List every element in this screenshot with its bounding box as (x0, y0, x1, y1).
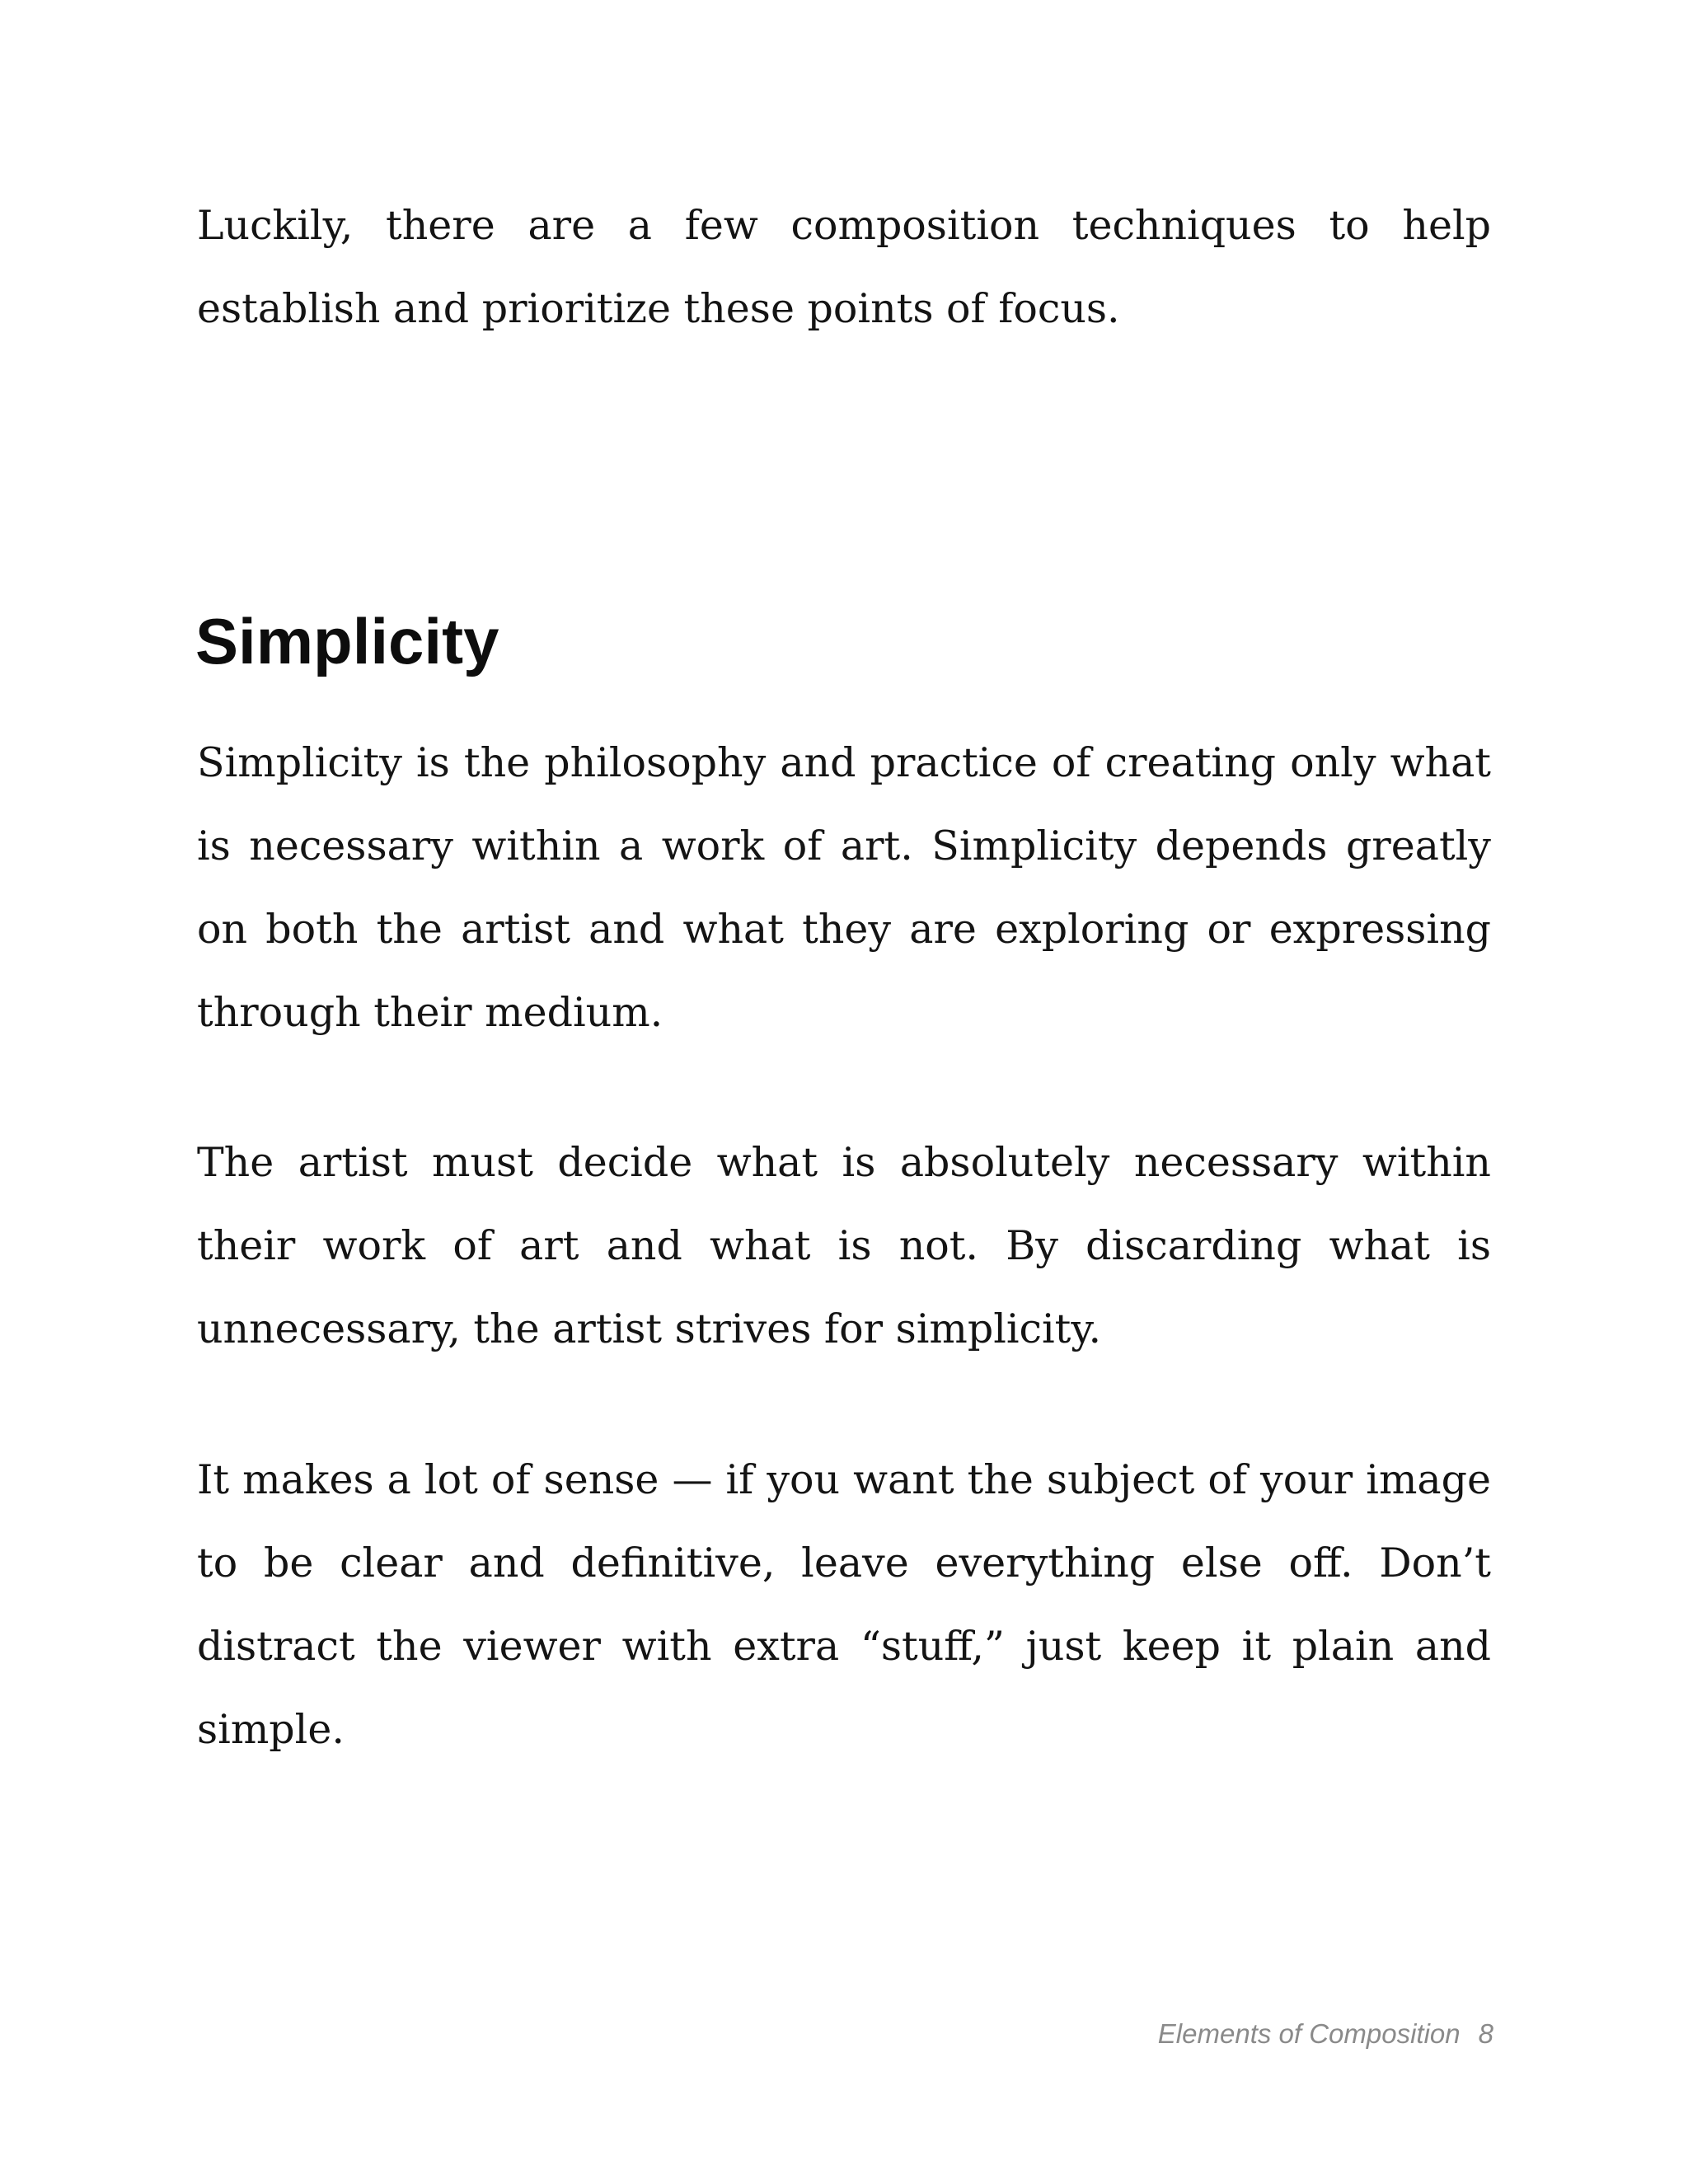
section-heading: Simplicity (195, 605, 499, 677)
body-paragraph: The artist must decide what is absolutely necessary within their work of art and what is not. By discarding what is unnecessary, the artist strives for simplicity. (197, 1139, 1491, 1352)
body-paragraph: It makes a lot of sense — if you want the subject of your image to be clear and definitive, leave everything else off. Don’t distract the viewer with extra “stuff,” just keep it plain and simple. (197, 1456, 1491, 1753)
intro-paragraph: Luckily, there are a few composition techniques to help establish and prioritize these points of focus. (197, 202, 1491, 332)
page-footer (1158, 2018, 1493, 2050)
footer-book-title: Elements of Composition (1157, 2018, 1461, 2049)
body-paragraph: Simplicity is the philosophy and practice of creating only what is necessary within a work of art. Simplicity depends greatly on both the artist and what they are exploring or expressing through their medium. (197, 739, 1491, 1036)
page-number: 8 (1478, 2018, 1493, 2049)
